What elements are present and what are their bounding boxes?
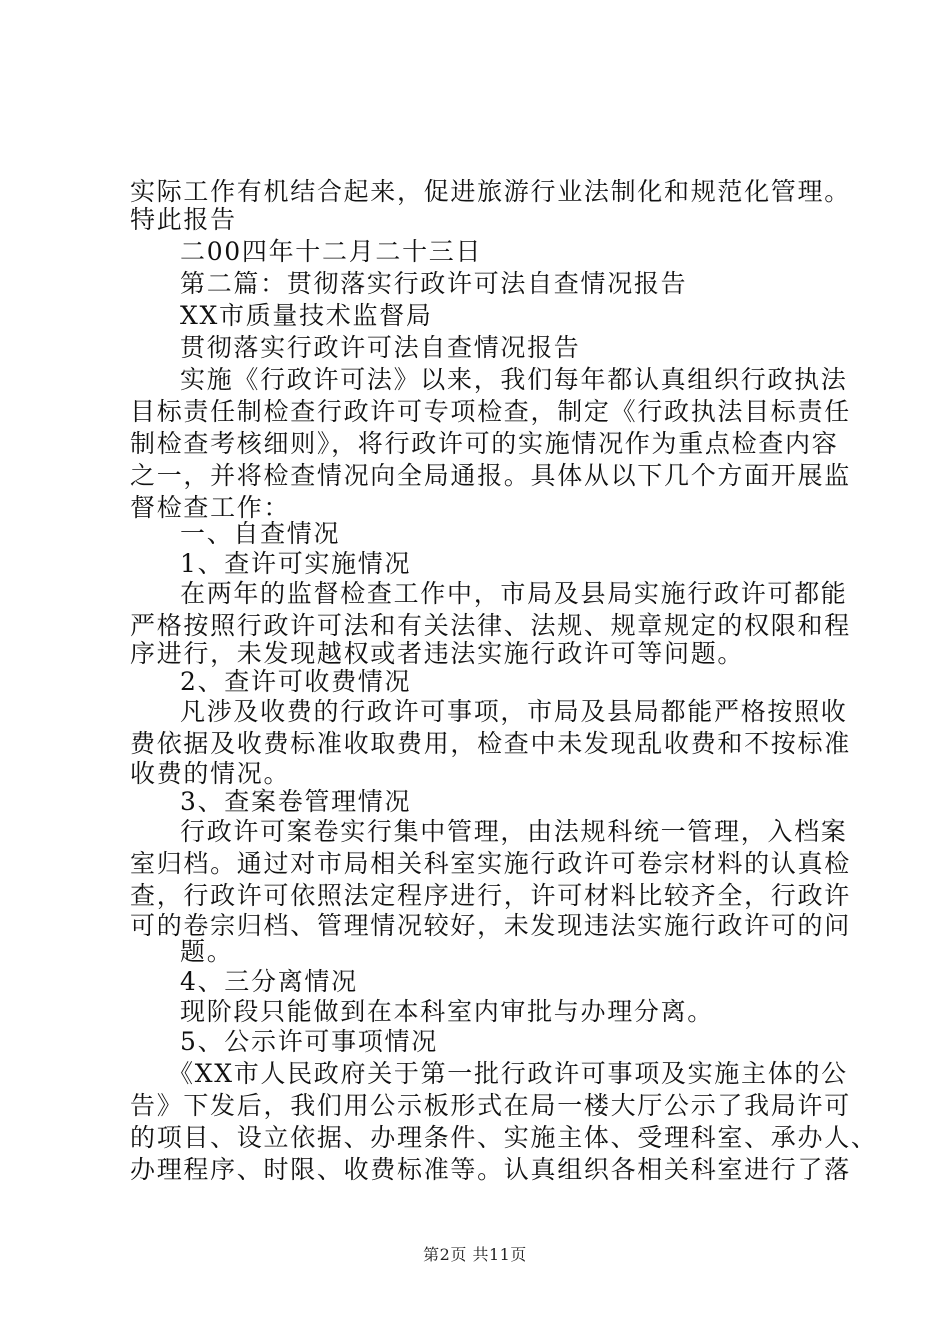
text-line: 收费的情况。 <box>130 759 291 788</box>
text-line: 办理程序、时限、收费标准等。认真组织各相关科室进行了落 <box>130 1155 851 1184</box>
text-line: 题。 <box>180 937 234 966</box>
text-line: 制检查考核细则》，将行政许可的实施情况作为重点检查内容 <box>130 429 839 458</box>
text-line: 行政许可案卷实行集中管理，由法规科统一管理，入档案 <box>180 817 848 846</box>
section-title: 第二篇：贯彻落实行政许可法自查情况报告 <box>180 269 688 298</box>
subheading-line: 1、查许可实施情况 <box>180 549 412 578</box>
text-line: 在两年的监督检查工作中，市局及县局实施行政许可都能 <box>180 579 848 608</box>
text-line: 室归档。通过对市局相关科室实施行政许可卷宗材料的认真检 <box>130 849 851 878</box>
text-line: 实际工作有机结合起来，促进旅游行业法制化和规范化管理。 <box>130 177 851 206</box>
subheading-line: 2、查许可收费情况 <box>180 667 412 696</box>
text-line: 凡涉及收费的行政许可事项，市局及县局都能严格按照收 <box>180 697 848 726</box>
text-line: 特此报告 <box>130 205 237 234</box>
text-line: 督检查工作： <box>130 493 291 522</box>
subheading-line: 3、查案卷管理情况 <box>180 787 412 816</box>
text-line: 之一，并将检查情况向全局通报。具体从以下几个方面开展监 <box>130 461 851 490</box>
text-line: 现阶段只能做到在本科室内审批与办理分离。 <box>180 997 715 1026</box>
subheading-line: 5、公示许可事项情况 <box>180 1027 438 1056</box>
report-title: 贯彻落实行政许可法自查情况报告 <box>180 333 581 362</box>
text-line: 《XX市人民政府关于第一批行政许可事项及实施主体的公 <box>168 1059 848 1088</box>
date-line: 二00四年十二月二十三日 <box>180 237 483 266</box>
heading-line: 一、自查情况 <box>180 519 341 548</box>
text-line: 严格按照行政许可法和有关法律、法规、规章规定的权限和程 <box>130 611 851 640</box>
text-line: 可的卷宗归档、管理情况较好，未发现违法实施行政许可的问 <box>130 911 851 940</box>
page-number: 第2页 共11页 <box>423 1245 527 1264</box>
organization-name: XX市质量技术监督局 <box>180 301 433 330</box>
text-line: 实施《行政许可法》以来，我们每年都认真组织行政执法 <box>180 365 848 394</box>
text-line: 目标责任制检查行政许可专项检查，制定《行政执法目标责任 <box>130 397 851 426</box>
text-line: 查，行政许可依照法定程序进行，许可材料比较齐全，行政许 <box>130 881 851 910</box>
text-line: 告》下发后，我们用公示板形式在局一楼大厅公示了我局许可 <box>130 1091 851 1120</box>
subheading-line: 4、三分离情况 <box>180 967 358 996</box>
text-line: 费依据及收费标准收取费用，检查中未发现乱收费和不按标准 <box>130 729 851 758</box>
text-line: 的项目、设立依据、办理条件、实施主体、受理科室、承办人、 <box>130 1123 878 1152</box>
text-line: 序进行，未发现越权或者违法实施行政许可等问题。 <box>130 639 745 668</box>
